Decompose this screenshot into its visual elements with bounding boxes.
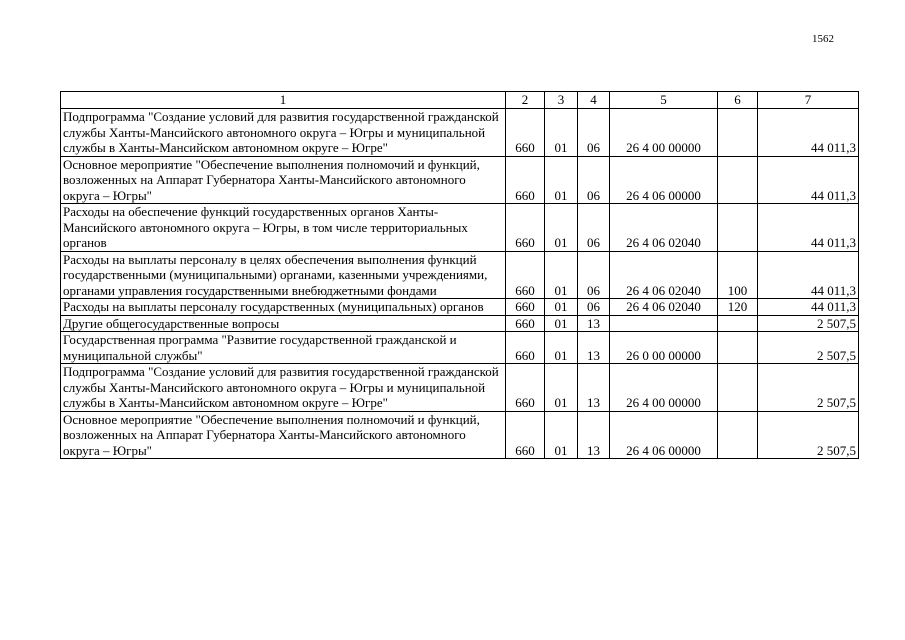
row-expense-type — [718, 109, 758, 157]
row-name: Другие общегосударственные вопросы — [61, 315, 506, 332]
row-target-article — [610, 315, 718, 332]
row-ministry-code: 660 — [506, 109, 545, 157]
row-expense-type — [718, 156, 758, 204]
table-header-row — [61, 92, 859, 109]
row-amount: 44 011,3 — [758, 299, 859, 316]
row-target-article: 26 4 00 00000 — [610, 109, 718, 157]
header-cell: 4 — [578, 92, 610, 109]
row-subsection-code: 06 — [578, 299, 610, 316]
row-ministry-code: 660 — [506, 251, 545, 299]
row-target-article: 26 4 06 02040 — [610, 204, 718, 252]
row-section-code: 01 — [545, 332, 578, 364]
row-ministry-code: 660 — [506, 332, 545, 364]
row-expense-type — [718, 332, 758, 364]
row-name: Подпрограмма "Создание условий для развития государственной гражданской службы Ханты-Мансийского автономного округа – Югры и муниципальной службы в Ханты-Мансийском автономном округе – Югре" — [61, 364, 506, 412]
row-section-code: 01 — [545, 315, 578, 332]
row-subsection-code: 06 — [578, 156, 610, 204]
row-target-article: 26 0 00 00000 — [610, 332, 718, 364]
row-amount: 2 507,5 — [758, 411, 859, 459]
row-ministry-code: 660 — [506, 204, 545, 252]
row-name: Расходы на выплаты персоналу государственных (муниципальных) органов — [61, 299, 506, 316]
row-subsection-code: 13 — [578, 364, 610, 412]
row-name: Основное мероприятие "Обеспечение выполнения полномочий и функций, возложенных на Аппарат Губернатора Ханты-Мансийского автономного округа – Югры" — [61, 411, 506, 459]
table-row — [61, 315, 859, 332]
row-expense-type — [718, 364, 758, 412]
row-subsection-code: 13 — [578, 315, 610, 332]
row-subsection-code: 13 — [578, 411, 610, 459]
row-subsection-code: 06 — [578, 251, 610, 299]
row-expense-type — [718, 204, 758, 252]
table-row — [61, 332, 859, 364]
row-amount: 44 011,3 — [758, 204, 859, 252]
row-name: Расходы на выплаты персоналу в целях обеспечения выполнения функций государственными (муниципальными) органами, казенными учреждениями, органами управления государственными внебюджетными фондами — [61, 251, 506, 299]
row-target-article: 26 4 06 00000 — [610, 411, 718, 459]
row-amount: 2 507,5 — [758, 315, 859, 332]
row-amount: 44 011,3 — [758, 251, 859, 299]
row-name: Государственная программа "Развитие государственной гражданской и муниципальной службы" — [61, 332, 506, 364]
header-cell: 7 — [758, 92, 859, 109]
row-amount: 44 011,3 — [758, 109, 859, 157]
row-expense-type: 100 — [718, 251, 758, 299]
table-row — [61, 204, 859, 252]
row-name: Основное мероприятие "Обеспечение выполнения полномочий и функций, возложенных на Аппарат Губернатора Ханты-Мансийского автономного округа – Югры" — [61, 156, 506, 204]
row-section-code: 01 — [545, 364, 578, 412]
row-subsection-code: 13 — [578, 332, 610, 364]
row-target-article: 26 4 00 00000 — [610, 364, 718, 412]
row-section-code: 01 — [545, 299, 578, 316]
row-section-code: 01 — [545, 251, 578, 299]
row-subsection-code: 06 — [578, 109, 610, 157]
header-cell: 5 — [610, 92, 718, 109]
row-section-code: 01 — [545, 204, 578, 252]
header-cell: 1 — [61, 92, 506, 109]
table-row — [61, 156, 859, 204]
header-cell: 3 — [545, 92, 578, 109]
row-target-article: 26 4 06 02040 — [610, 251, 718, 299]
row-name: Расходы на обеспечение функций государственных органов Ханты-Мансийского автономного округа – Югры, в том числе территориальных органов — [61, 204, 506, 252]
table-row — [61, 109, 859, 157]
row-ministry-code: 660 — [506, 299, 545, 316]
row-amount: 44 011,3 — [758, 156, 859, 204]
table-row — [61, 411, 859, 459]
row-expense-type — [718, 315, 758, 332]
budget-table — [60, 91, 859, 459]
row-section-code: 01 — [545, 156, 578, 204]
row-ministry-code: 660 — [506, 364, 545, 412]
row-section-code: 01 — [545, 411, 578, 459]
row-ministry-code: 660 — [506, 315, 545, 332]
row-target-article: 26 4 06 00000 — [610, 156, 718, 204]
row-name: Подпрограмма "Создание условий для развития государственной гражданской службы Ханты-Мансийского автономного округа – Югры и муниципальной службы в Ханты-Мансийском автономном округе – Югре" — [61, 109, 506, 157]
row-subsection-code: 06 — [578, 204, 610, 252]
row-amount: 2 507,5 — [758, 364, 859, 412]
header-cell: 2 — [506, 92, 545, 109]
row-expense-type — [718, 411, 758, 459]
table-row — [61, 251, 859, 299]
row-amount: 2 507,5 — [758, 332, 859, 364]
header-cell: 6 — [718, 92, 758, 109]
table-row — [61, 299, 859, 316]
row-ministry-code: 660 — [506, 156, 545, 204]
table-row — [61, 364, 859, 412]
row-ministry-code: 660 — [506, 411, 545, 459]
row-target-article: 26 4 06 02040 — [610, 299, 718, 316]
row-expense-type: 120 — [718, 299, 758, 316]
row-section-code: 01 — [545, 109, 578, 157]
page-number: 1562 — [812, 33, 834, 45]
